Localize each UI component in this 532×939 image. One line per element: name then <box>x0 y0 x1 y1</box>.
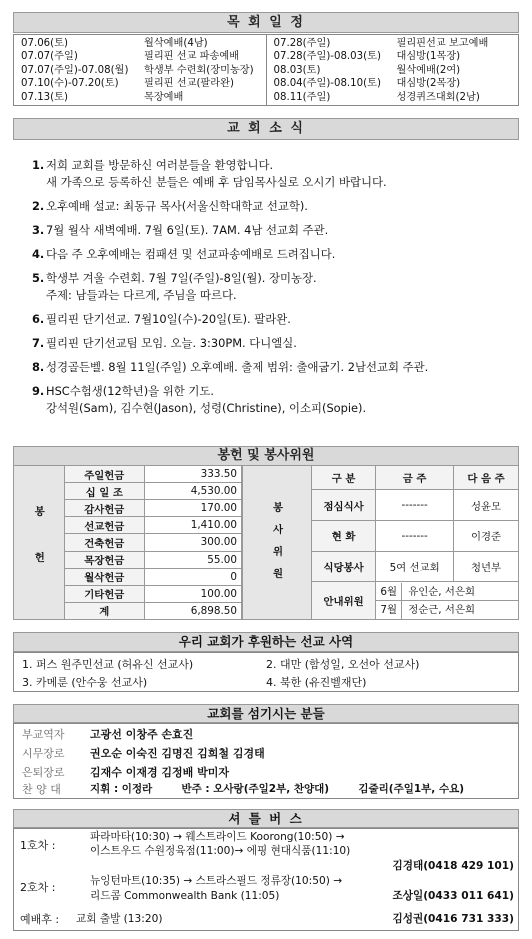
mission-item: 3. 카메룬 (안수웅 선교사) <box>22 676 148 689</box>
offering-name: 선교헌금 <box>64 517 144 534</box>
schedule-event: 대심방(1목장) <box>396 51 461 63</box>
missions-header: 우리 교회가 후원하는 선교 사역 <box>13 632 519 652</box>
schedule-event: 필리핀 선교 파송예배 <box>144 51 240 63</box>
news-item <box>32 359 522 376</box>
schedule-row <box>21 64 266 77</box>
news-text: 성경골든벨. 8월 11일(주일) 오후예배. 출제 범위: 출애굽기. 2남선교회 주관. <box>46 360 429 374</box>
news-number: 8. <box>32 360 45 374</box>
news-item <box>32 311 522 328</box>
offering-name: 감사헌금 <box>64 500 144 517</box>
offering-amount: 170.00 <box>144 500 241 517</box>
schedule-header: 목 회 일 정 <box>13 12 519 33</box>
mission-item: 4. 북한 (유진벨재단) <box>266 676 367 689</box>
schedule-event: 성경퀴즈대회(2남) <box>396 91 480 103</box>
news-number: 3. <box>32 223 45 237</box>
schedule-date: 07.13(토) <box>21 91 68 103</box>
schedule-date: 08.04(주일)-08.10(토) <box>273 78 381 90</box>
schedule-row <box>21 37 266 50</box>
offering-box <box>13 465 519 620</box>
offering-total: 6,898.50 <box>144 602 241 619</box>
schedule-event: 대심방(2목장) <box>396 78 461 90</box>
offering-name: 십 일 조 <box>64 483 144 500</box>
schedule-date: 08.11(주일) <box>273 91 331 103</box>
missions-box <box>13 652 519 692</box>
schedule-date: 08.03(토) <box>273 64 321 76</box>
offering-amount: 100.00 <box>144 585 241 602</box>
news-text: 새 가족으로 등록하신 분들은 예배 후 담임목사실로 오시기 바랍니다. <box>46 175 387 189</box>
schedule-event: 필리핀 선교(팔라완) <box>144 78 234 90</box>
usher-label: 안내위원 <box>312 582 376 620</box>
news-number: 5. <box>32 271 45 285</box>
staff-role: 찬 양 대 <box>22 783 61 796</box>
mission-item: 2. 대만 (함성일, 오선아 선교사) <box>266 658 420 671</box>
schedule-date: 07.28(주일) <box>273 38 331 49</box>
news-number: 1. <box>32 158 45 172</box>
staff-header: 교회를 섬기시는 분들 <box>13 704 519 723</box>
schedule-date: 07.07(주일)-07.08(월) <box>21 64 129 76</box>
schedule-row <box>21 91 266 104</box>
service-next-week: 청년부 <box>454 551 519 582</box>
service-category: 점심식사 <box>312 490 376 521</box>
service-this-week: 5여 선교회 <box>376 551 454 582</box>
schedule-row <box>274 91 519 104</box>
staff-names: 김재수 이재경 김정배 박미자 <box>90 766 229 779</box>
news-text: 다음 주 오후예배는 컴패션 및 선교파송예배로 드려집니다. <box>46 247 336 261</box>
schedule-event: 월삭예배(4남) <box>144 38 208 49</box>
staff-role: 시무장로 <box>22 747 65 760</box>
service-table <box>242 465 519 620</box>
news-item <box>32 335 522 352</box>
schedule-row <box>274 77 519 90</box>
mission-item: 1. 퍼스 원주민선교 (허유신 선교사) <box>22 658 194 671</box>
schedule-right <box>266 35 519 105</box>
news-number: 2. <box>32 199 45 213</box>
service-this-week: ------- <box>376 490 454 521</box>
staff-names: 권오순 이숙진 김명진 김희철 김경태 <box>90 747 265 760</box>
offering-amount: 55.00 <box>144 551 241 568</box>
service-category: 현 화 <box>312 521 376 552</box>
offering-name: 월삭헌금 <box>64 568 144 585</box>
news-text: 오후예배 설교: 최동규 목사(서울신학대학교 선교학). <box>46 199 308 213</box>
bus1-route: 이스트우드 수원정육점(11:00)→ 에핑 현대식품(11:10) <box>90 845 351 857</box>
schedule-event: 목장예배 <box>144 91 184 103</box>
staff-names: 고광선 이창주 손효진 <box>90 728 194 741</box>
news-header: 교 회 소 식 <box>13 118 519 140</box>
service-label: 봉 사 위 원 <box>243 466 312 620</box>
news-text: HSC수험생(12학년)을 위한 기도. <box>46 384 215 398</box>
usher-month: 7월 <box>376 601 402 619</box>
news-text: 필리핀 단기선교팀 모임. 오늘. 3:30PM. 다니엘실. <box>46 336 297 350</box>
service-col-header: 구 분 <box>312 466 376 490</box>
news-item <box>32 246 522 263</box>
schedule-date: 07.28(주일)-08.03(토) <box>273 51 381 63</box>
bus2-route: 뉴잉턴마트(10:35) → 스트라스필드 정류장(10:50) → <box>90 875 343 887</box>
offering-name: 기타헌금 <box>64 585 144 602</box>
offering-header: 봉헌 및 봉사위원 <box>13 446 519 466</box>
schedule-box <box>13 34 519 106</box>
schedule-event: 월삭예배(2여) <box>396 64 461 76</box>
news-text: 강석원(Sam), 김수현(Jason), 성령(Christine), 이소피(Sopie). <box>46 401 367 415</box>
news-text: 주제: 남들과는 다르게, 주님을 따르다. <box>46 288 237 302</box>
news-number: 4. <box>32 247 45 261</box>
service-next-week: 이경준 <box>454 521 519 552</box>
offering-total-label: 계 <box>64 602 144 619</box>
usher-cell <box>376 582 519 620</box>
staff-role: 은퇴장로 <box>22 766 65 779</box>
offering-amount: 0 <box>144 568 241 585</box>
news-number: 7. <box>32 336 45 350</box>
schedule-event: 학생부 수련회(장미농장) <box>144 64 254 76</box>
news-list <box>32 157 522 417</box>
news-text: 학생부 겨울 수련회. 7월 7일(주일)-8일(월). 장미농장. <box>46 271 317 285</box>
service-this-week: ------- <box>376 521 454 552</box>
bus-header: 셔 틀 버 스 <box>13 809 519 828</box>
news-number: 6. <box>32 312 45 326</box>
schedule-date: 07.06(토) <box>21 38 68 49</box>
offering-amount: 333.50 <box>144 466 241 483</box>
news-item <box>32 157 522 191</box>
bus2-route: 리드콤 Commonwealth Bank (11:05) <box>90 890 280 902</box>
service-next-week: 성윤모 <box>454 490 519 521</box>
news-item <box>32 383 522 417</box>
usher-month: 6월 <box>376 583 402 600</box>
usher-row <box>376 583 518 601</box>
news-text: 7월 월삭 새벽예배. 7월 6일(토). 7AM. 4남 선교회 주관. <box>46 223 329 237</box>
schedule-date: 07.10(수)-07.20(토) <box>21 78 119 90</box>
usher-row <box>376 601 518 619</box>
news-item <box>32 198 522 215</box>
bus2-contact: 조상일(0433 011 641) <box>392 890 514 902</box>
news-item <box>32 270 522 304</box>
schedule-row <box>21 77 266 90</box>
offering-table <box>13 465 242 620</box>
bus-box <box>13 828 519 931</box>
news-number: 9. <box>32 384 45 398</box>
schedule-row <box>274 64 519 77</box>
news-item <box>32 222 522 239</box>
offering-name: 건축헌금 <box>64 534 144 551</box>
staff-role: 부교역자 <box>22 728 65 741</box>
bus2-label: 2호차 : <box>20 881 56 894</box>
usher-names: 정순근, 서은희 <box>408 603 476 616</box>
service-col-header: 금 주 <box>376 466 454 490</box>
bus1-label: 1호차 : <box>20 839 56 852</box>
schedule-row <box>274 50 519 63</box>
bus3-route: 교회 출발 (13:20) <box>76 913 163 925</box>
schedule-event: 필리핀선교 보고예배 <box>396 38 489 49</box>
schedule-row <box>274 37 519 50</box>
service-category: 식당봉사 <box>312 551 376 582</box>
schedule-row <box>21 50 266 63</box>
schedule-date: 07.07(주일) <box>21 51 78 63</box>
news-text: 저희 교회를 방문하신 여러분들을 환영합니다. <box>46 158 274 172</box>
bus3-contact: 김성권(0416 731 333) <box>392 913 514 925</box>
offering-label: 봉 헌 <box>14 466 65 620</box>
staff-box <box>13 723 519 799</box>
bus1-route: 파라마타(10:30) → 웨스트라이드 Koorong(10:50) → <box>90 831 345 843</box>
service-col-header: 다 음 주 <box>454 466 519 490</box>
bus3-label: 예배후 : <box>20 913 60 926</box>
offering-amount: 300.00 <box>144 534 241 551</box>
offering-name: 주일헌금 <box>64 466 144 483</box>
offering-name: 목장헌금 <box>64 551 144 568</box>
usher-names: 유인순, 서은희 <box>408 585 476 598</box>
schedule-left <box>14 35 266 105</box>
offering-amount: 4,530.00 <box>144 483 241 500</box>
news-text: 필리핀 단기선교. 7월10일(수)-20일(토). 팔라완. <box>46 312 291 326</box>
offering-amount: 1,410.00 <box>144 517 241 534</box>
staff-names: 지휘 : 이정라 반주 : 오사랑(주일2부, 찬양대) 김줄리(주일1부, 수요) <box>90 783 465 795</box>
bus1-contact: 김경태(0418 429 101) <box>392 860 514 872</box>
